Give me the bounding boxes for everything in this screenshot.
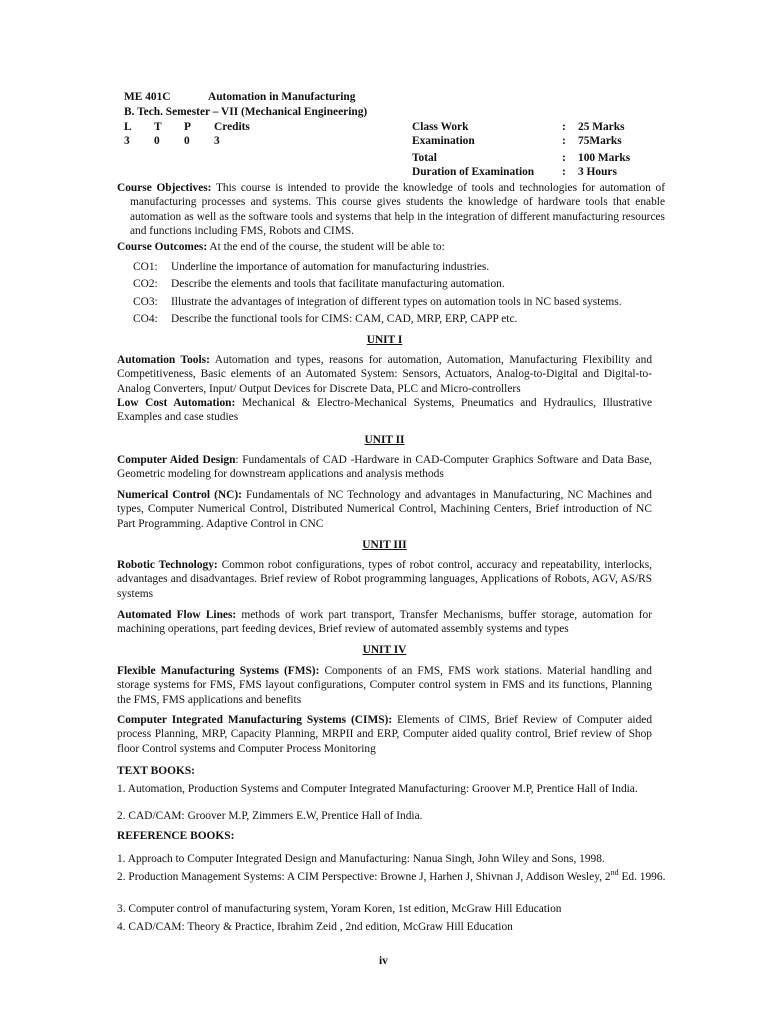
unit-topic (117, 453, 652, 482)
outcome-item (133, 312, 517, 326)
objectives-label: Course Objectives: (117, 182, 212, 194)
reference-book-item: 1. Approach to Computer Integrated Design and Manufacturing: Nanua Singh, John Wiley and Sons, 1998. (117, 853, 605, 865)
marks-sep-total: : (562, 152, 566, 164)
topic-label: Flexible Manufacturing Systems (FMS): (117, 665, 320, 677)
marks-label-duration: Duration of Examination (412, 166, 535, 178)
unit-heading: UNIT II (364, 434, 405, 446)
unit-heading: UNIT III (362, 539, 407, 551)
topic-label: Computer Aided Design (117, 454, 236, 466)
unit-topic (117, 353, 652, 396)
reference-books-heading: REFERENCE BOOKS: (117, 830, 235, 842)
marks-value-total: 100 Marks (578, 152, 631, 164)
outcome-text: Underline the importance of automation for manufacturing industries. (171, 261, 490, 273)
outcomes-text: At the end of the course, the student will be able to: (209, 241, 445, 253)
outcome-text: Describe the functional tools for CIMS: CAM, CAD, MRP, ERP, CAPP etc. (171, 313, 518, 325)
reference-book-item: 3. Computer control of manufacturing system, Yoram Koren, 1st edition, McGraw Hill Education (117, 903, 562, 915)
topic-text: Elements of CIMS, Brief Review of Computer aided process Planning, MRP, Capacity Planning, MRPII and ERP, Computer aided quality control, Brief review of Shop floor Control systems and Computer Process Monitoring (117, 714, 653, 755)
outcomes-label: Course Outcomes: (117, 241, 208, 253)
marks-value-duration: 3 Hours (578, 166, 617, 178)
topic-text: Common robot configurations, types of robot control, accuracy and repeatability, interlocks, advantages and disadvantages. Brief review of Robot programming languages, Applications of Robots, AGV, AS/RS systems (117, 559, 652, 600)
marks-label-classwork: Class Work (412, 121, 469, 133)
marks-sep-exam: : (562, 135, 566, 147)
page-number: iv (379, 955, 388, 967)
ltp-label-credits: Credits (214, 121, 250, 133)
program-name: B. Tech. Semester – VII (Mechanical Engineering) (124, 106, 368, 118)
unit-heading: UNIT IV (362, 644, 407, 656)
unit-heading: UNIT I (366, 334, 403, 346)
objectives-text: This course is intended to provide the knowledge of tools and technologies for automation of manufacturing processes and systems. This course gives students the knowledge of hardware tools that enable automation as well as the software tools and systems that help in the integration of different manufacturing resources and functions including FMS, Robots and CIMS. (130, 182, 665, 238)
outcome-text: Describe the elements and tools that facilitate manufacturing automation. (171, 278, 505, 290)
text-book-item: 2. CAD/CAM: Groover M.P, Zimmers E.W, Prentice Hall of India. (117, 810, 423, 822)
topic-label: Numerical Control (NC): (117, 489, 242, 501)
marks-sep-duration: : (562, 166, 566, 178)
marks-sep-classwork: : (562, 121, 566, 133)
marks-label-exam: Examination (412, 135, 475, 147)
course-code: ME 401C (124, 91, 171, 103)
topic-text: Automation and types, reasons for automation, Automation, Manufacturing Flexibility and Competitiveness, Basic elements of an Automated System: Sensors, Actuators, Analog-to-Digital and Digital-to-Analog Converters, Input/ Output Devices for Discrete Data, PLC and Micro-controllers (117, 354, 653, 395)
outcome-code: CO3: (133, 296, 158, 308)
unit-topic (117, 488, 652, 531)
marks-label-total: Total (412, 152, 437, 164)
topic-label: Low Cost Automation: (117, 397, 236, 409)
outcome-code: CO4: (133, 313, 158, 325)
ltp-label-p: P (184, 121, 191, 133)
marks-value-classwork: 25 Marks (578, 121, 625, 133)
topic-text: Mechanical & Electro-Mechanical Systems, Pneumatics and Hydraulics, Illustrative Examples and case studies (117, 397, 652, 424)
unit-topic (117, 608, 652, 637)
outcome-text: Illustrate the advantages of integration of different types on automation tools in NC based systems. (171, 296, 622, 308)
outcome-code: CO2: (133, 278, 158, 290)
unit-topic (117, 664, 652, 707)
course-outcomes (117, 240, 652, 254)
outcome-item (133, 277, 505, 291)
text-book-item: 1. Automation, Production Systems and Computer Integrated Manufacturing: Groover M.P, Prentice Hall of India. (117, 783, 638, 795)
text-books-heading: TEXT BOOKS: (117, 765, 195, 777)
ltp-value-t: 0 (154, 135, 160, 147)
ltp-value-p: 0 (184, 135, 190, 147)
outcome-item (133, 295, 622, 309)
topic-text: methods of work part transport, Transfer Mechanisms, buffer storage, automation for machining operations, part feeding devices, Brief review of automated assembly systems and types (117, 609, 652, 636)
marks-value-exam: 75Marks (578, 135, 622, 147)
topic-label: Computer Integrated Manufacturing Systems (CIMS): (117, 714, 393, 726)
outcome-item (133, 260, 489, 274)
unit-topic (117, 713, 652, 756)
topic-text: Fundamentals of NC Technology and advantages in Manufacturing, NC Machines and types, Computer Numerical Control, Distributed Numerical Control, Machining Centers, Brief introduction of NC Part Programming. Adaptive Control in CNC (117, 489, 652, 530)
course-objectives (117, 181, 665, 239)
topic-label: Automation Tools: (117, 354, 210, 366)
topic-label: Robotic Technology: (117, 559, 218, 571)
topic-label: Automated Flow Lines: (117, 609, 237, 621)
ltp-value-l: 3 (124, 135, 130, 147)
unit-topic (117, 396, 652, 425)
reference-book-item: 2. Production Management Systems: A CIM Perspective: Browne J, Harhen J, Shivnan J, Addison Wesley, 2nd Ed. 1996. (117, 868, 666, 883)
reference-book-item: 4. CAD/CAM: Theory & Practice, Ibrahim Zeid , 2nd edition, McGraw Hill Education (117, 921, 513, 933)
topic-text: Components of an FMS, FMS work stations. Material handling and storage systems for FMS, FMS layout configurations, Computer control system in FMS and its functions, Planning the FMS, FMS applications and benefits (117, 665, 652, 706)
ltp-label-t: T (154, 121, 162, 133)
topic-text: : Fundamentals of CAD -Hardware in CAD-Computer Graphics Software and Data Base, Geometric modeling for downstream applications and analysis methods (117, 454, 652, 481)
course-title: Automation in Manufacturing (208, 91, 356, 103)
unit-topic (117, 558, 652, 601)
ltp-label-l: L (124, 121, 132, 133)
ltp-value-credits: 3 (214, 135, 220, 147)
outcome-code: CO1: (133, 261, 158, 273)
